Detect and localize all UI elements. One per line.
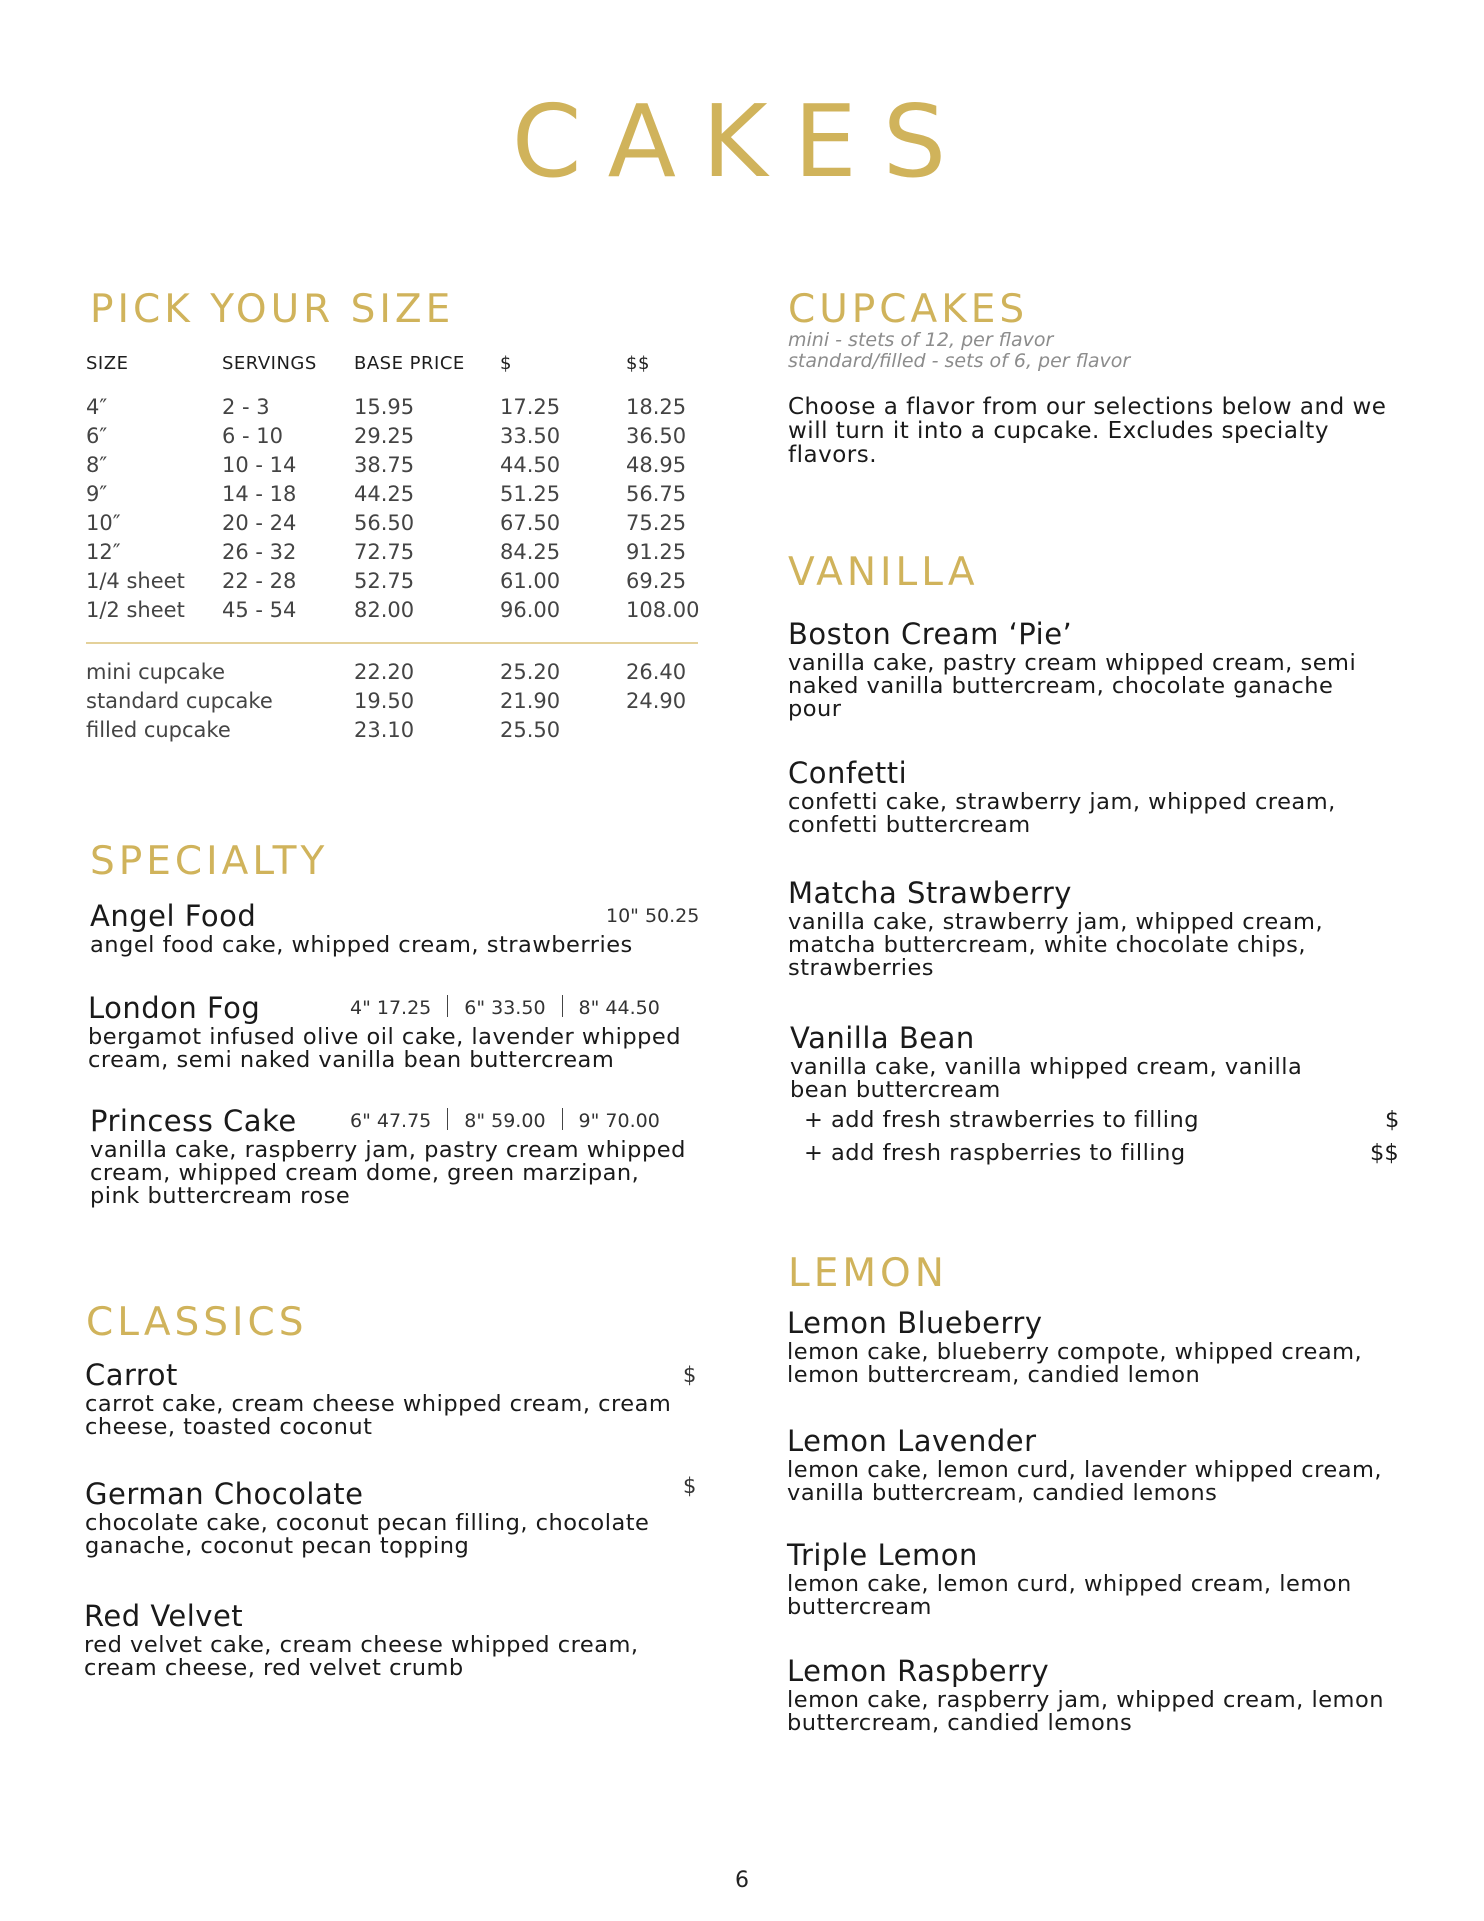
tier-2-price-cell: 48.95 [626,453,687,477]
item-name: Lemon Raspberry [787,1654,1050,1688]
classics-item-carrot [85,1357,705,1439]
price-option: 6" 33.50 [464,997,546,1019]
tier-1-price-cell: 67.50 [500,511,561,535]
tier-2-price-cell [626,716,706,745]
specialty-item-princess-cake [90,1103,720,1208]
item-name: London Fog [88,991,261,1025]
item-name: Angel Food [90,899,257,933]
base-price-cell: 15.95 [354,395,415,419]
classics-item-german-chocolate [85,1476,705,1558]
tier-2-price-cell: 36.50 [626,424,687,448]
tier-1-price-cell: 25.20 [500,660,561,684]
addon-raspberries-price: $$ [1370,1140,1399,1166]
tier-1-price-cell: 44.50 [500,453,561,477]
size-table-row [86,480,706,509]
item-description-line: ganache, coconut pecan topping [85,1533,470,1559]
cupcake-intro-line: Choose a flavor from our selections below and we [788,394,1387,420]
tier-2-price-cell: 24.90 [626,689,687,713]
cupcakes-heading: CUPCAKES [788,287,1029,332]
vanilla-item-vanilla-bean [790,1020,1430,1102]
servings-column-header: SERVINGS [222,353,317,374]
cupcake-price-row [86,687,706,716]
item-name: Red Velvet [84,1599,244,1633]
item-description-line: bergamot infused olive oil cake, lavender whipped [88,1024,682,1050]
size-table-header [86,353,706,393]
item-description-line: confetti cake, strawberry jam, whipped cream, [788,789,1336,815]
item-description-line: lemon buttercream, candied lemon [787,1362,1201,1388]
item-name: Triple Lemon [787,1538,978,1572]
item-price-tier: $ [683,1474,697,1498]
servings-cell: 14 - 18 [222,482,297,506]
item-description-line: red velvet cake, cream cheese whipped cream, [84,1632,639,1658]
item-description-line: strawberries [788,955,935,981]
table-divider [86,642,698,644]
item-price: 10" 50.25 [606,905,700,927]
size-table-row [86,567,706,596]
tier-2-price-cell: 75.25 [626,511,687,535]
cupcake-type-cell: mini cupcake [86,660,226,684]
specialty-item-angel-food [90,898,710,957]
cupcake-type-cell: filled cupcake [86,718,231,742]
item-description-line: lemon cake, raspberry jam, whipped cream, lemon [787,1687,1384,1713]
vanilla-item-matcha-strawberry [788,875,1428,980]
item-prices [350,1103,660,1139]
item-description-line: vanilla cake, raspberry jam, pastry cream whipped [90,1137,686,1163]
addon-strawberries: + add fresh strawberries to filling [804,1107,1200,1133]
item-name: Confetti [788,756,908,790]
item-description-line: cream, whipped cream dome, green marzipan, [90,1160,640,1186]
item-description-line: buttercream [787,1594,932,1620]
item-description-line: buttercream, candied lemons [787,1710,1133,1736]
servings-cell: 45 - 54 [222,598,297,622]
servings-cell: 6 - 10 [222,424,284,448]
item-name: Vanilla Bean [790,1021,975,1055]
price-separator [447,995,448,1017]
price-separator [562,995,563,1017]
tier-2-price-cell: 69.25 [626,569,687,593]
size-cell: 6″ [86,424,108,448]
item-description-line: cream cheese, red velvet crumb [84,1655,464,1681]
base-price-column-header: BASE PRICE [354,353,465,374]
item-description-line: vanilla cake, strawberry jam, whipped cream, [788,909,1324,935]
lemon-item-lemon-blueberry [787,1305,1437,1387]
item-description-line: lemon cake, lemon curd, lavender whipped cream, [787,1457,1383,1483]
base-price-cell: 82.00 [354,598,415,622]
tier-2-column-header: $$ [626,353,650,374]
base-price-cell: 52.75 [354,569,415,593]
size-table-row [86,596,706,625]
size-column-header: SIZE [86,353,129,374]
vanilla-item-boston-cream-pie [788,616,1428,721]
tier-1-price-cell: 61.00 [500,569,561,593]
base-price-cell: 23.10 [354,718,415,742]
item-description-line: bean buttercream [790,1077,1001,1103]
size-cell: 9″ [86,482,108,506]
servings-cell: 10 - 14 [222,453,297,477]
price-separator [447,1108,448,1130]
item-prices [350,990,660,1026]
price-separator [562,1108,563,1130]
item-description-line: matcha buttercream, white chocolate chips, [788,932,1307,958]
tier-1-price-cell: 33.50 [500,424,561,448]
item-description-line: naked vanilla buttercream, chocolate ganache [788,673,1334,699]
tier-1-price-cell: 96.00 [500,598,561,622]
addon-raspberries: + add fresh raspberries to filling [804,1140,1186,1166]
base-price-cell: 29.25 [354,424,415,448]
item-description-line: lemon cake, blueberry compote, whipped cream, [787,1339,1363,1365]
item-name: Lemon Lavender [787,1424,1037,1458]
item-description: angel food cake, whipped cream, strawberries [90,932,633,958]
size-table-row [86,451,706,480]
size-table-row [86,538,706,567]
base-price-cell: 22.20 [354,660,415,684]
item-description-line: lemon cake, lemon curd, whipped cream, lemon [787,1571,1352,1597]
item-description-line: cream, semi naked vanilla bean buttercream [88,1047,615,1073]
item-description-line: pink buttercream rose [90,1183,351,1209]
tier-2-price-cell: 91.25 [626,540,687,564]
cupcake-set-note: mini - stets of 12, per flavor [788,329,1054,351]
tier-1-price-cell: 84.25 [500,540,561,564]
size-cell: 1/2 sheet [86,598,185,622]
vanilla-heading: VANILLA [788,550,979,595]
item-description-line: pour [788,696,842,722]
servings-cell: 22 - 28 [222,569,297,593]
size-cell: 10″ [86,511,121,535]
servings-cell: 20 - 24 [222,511,297,535]
item-description-line: carrot cake, cream cheese whipped cream, cream [85,1391,672,1417]
tier-2-price-cell: 56.75 [626,482,687,506]
size-cell: 12″ [86,540,121,564]
lemon-item-lemon-raspberry [787,1653,1437,1735]
classics-heading: CLASSICS [86,1300,308,1345]
tier-2-price-cell: 26.40 [626,660,687,684]
item-description-line: vanilla buttercream, candied lemons [787,1480,1218,1506]
item-name: Boston Cream ‘Pie’ [788,617,1073,651]
size-table-row [86,393,706,422]
item-name: Princess Cake [90,1104,297,1138]
base-price-cell: 44.25 [354,482,415,506]
lemon-item-lemon-lavender [787,1423,1437,1505]
item-description-line: vanilla cake, vanilla whipped cream, vanilla [790,1054,1303,1080]
cupcake-intro [788,395,1386,467]
size-section-heading: PICK YOUR SIZE [90,287,455,332]
vanilla-item-confetti [788,755,1428,837]
page-number: 6 [735,1868,749,1893]
item-description-line: confetti buttercream [788,812,1031,838]
item-name: Matcha Strawberry [788,876,1072,910]
tier-1-price-cell: 51.25 [500,482,561,506]
cupcake-intro-line: will turn it into a cupcake. Excludes specialty [788,418,1329,444]
servings-cell: 2 - 3 [222,395,270,419]
item-name: Lemon Blueberry [787,1306,1043,1340]
size-cell: 8″ [86,453,108,477]
cupcake-intro-line: flavors. [788,442,878,468]
specialty-item-london-fog [88,990,718,1072]
size-table-row [86,509,706,538]
size-table-row [86,422,706,451]
item-name: German Chocolate [85,1477,364,1511]
servings-cell: 26 - 32 [222,540,297,564]
tier-1-price-cell: 17.25 [500,395,561,419]
cupcake-price-rows [86,658,706,745]
lemon-item-triple-lemon [787,1537,1437,1619]
price-option: 4" 17.25 [350,997,432,1019]
item-name: Carrot [85,1358,178,1392]
price-option: 9" 70.00 [578,1110,660,1132]
cupcake-type-cell: standard cupcake [86,689,273,713]
lemon-heading: LEMON [788,1251,948,1296]
specialty-heading: SPECIALTY [90,839,329,884]
classics-item-red-velvet [84,1598,704,1680]
tier-1-column-header: $ [500,353,512,374]
cupcake-price-row [86,716,706,745]
tier-2-price-cell: 108.00 [626,598,700,622]
tier-1-price-cell: 21.90 [500,689,561,713]
item-price-tier: $ [683,1363,697,1387]
tier-2-price-cell: 18.25 [626,395,687,419]
size-rows [86,393,706,625]
cupcake-set-note: standard/filled - sets of 6, per flavor [788,350,1131,372]
base-price-cell: 38.75 [354,453,415,477]
addon-strawberries-price: $ [1385,1107,1400,1133]
cupcake-price-row [86,658,706,687]
item-description-line: chocolate cake, coconut pecan filling, chocolate [85,1510,650,1536]
base-price-cell: 19.50 [354,689,415,713]
price-option: 8" 59.00 [464,1110,546,1132]
item-description-line: vanilla cake, pastry cream whipped cream, semi [788,650,1357,676]
price-option: 8" 44.50 [578,997,660,1019]
tier-1-price-cell: 25.50 [500,718,561,742]
base-price-cell: 56.50 [354,511,415,535]
base-price-cell: 72.75 [354,540,415,564]
size-cell: 4″ [86,395,108,419]
size-price-table [86,353,706,745]
item-description-line: cheese, toasted coconut [85,1414,373,1440]
page-title: CAKES [511,83,973,200]
size-cell: 1/4 sheet [86,569,185,593]
price-option: 6" 47.75 [350,1110,432,1132]
